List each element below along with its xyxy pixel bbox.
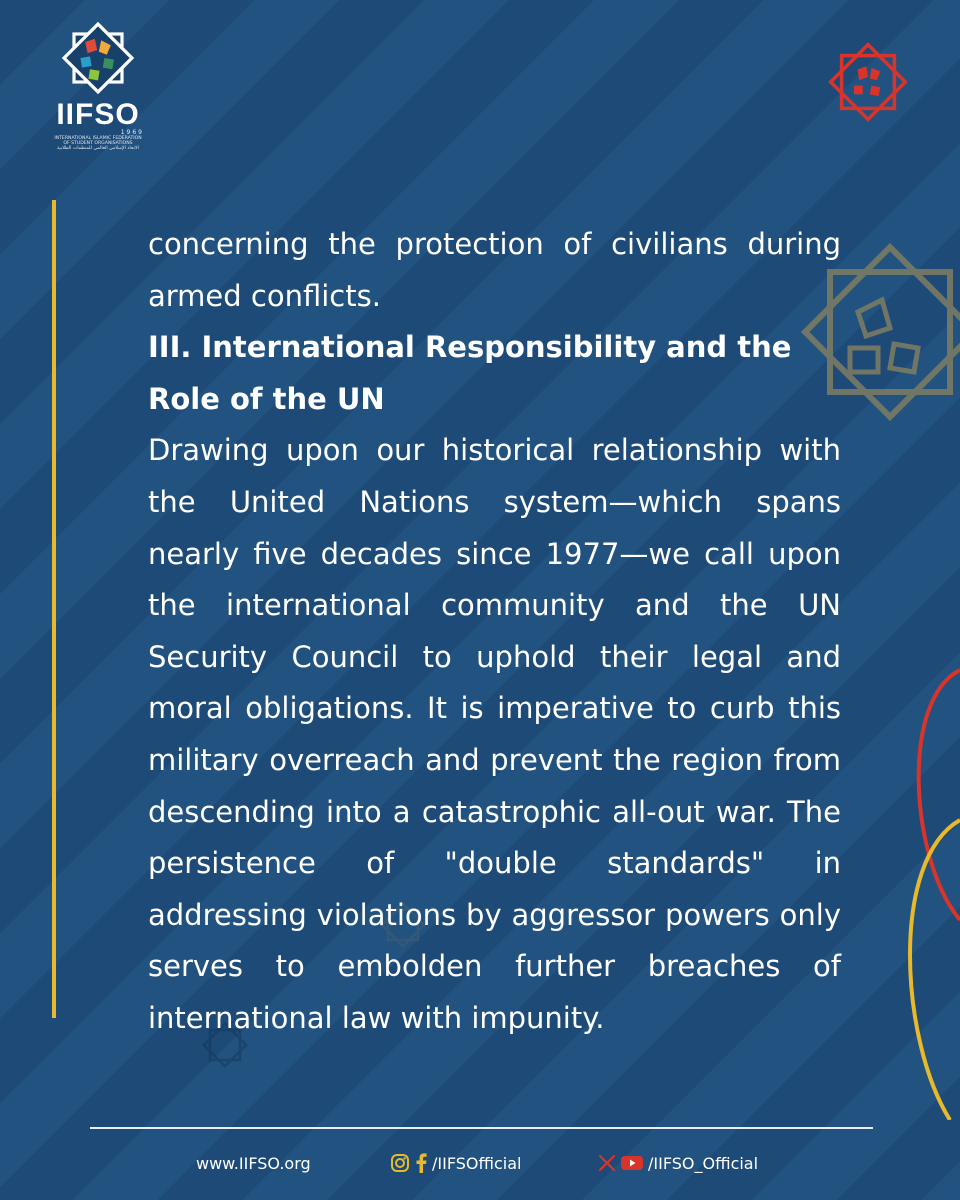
statement-body: [148, 219, 841, 1045]
website-text: www.IIFSO.org: [196, 1153, 311, 1173]
main-paragraph: Drawing upon our historical relationship with the United Nations system—which spans nearly five decades since 1977—we call upon the international community and the UN Security Council to uphold their legal and moral obligations. It is imperative to curb this military overreach and prevent the region from descending into a catastrophic all-out war. The persistence of "double standards" in addressing violations by aggressor powers only serves to embolden further breaches of international law with impunity.: [148, 433, 841, 1035]
brand-fullname-line2: OF STUDENT ORGANISATIONS: [63, 141, 133, 147]
instagram-icon: [390, 1153, 410, 1173]
footer: [0, 1150, 960, 1176]
decorative-arcs: [900, 660, 960, 1120]
youtube-icon: [620, 1154, 644, 1172]
footer-divider: [90, 1127, 873, 1129]
brand-fullname-line1: INTERNATIONAL ISLAMIC FEDERATION: [54, 136, 142, 141]
facebook-instagram-link[interactable]: [390, 1150, 521, 1176]
facebook-icon: [414, 1153, 428, 1173]
x-youtube-link[interactable]: [598, 1150, 758, 1176]
iifso-star-logo-icon: [58, 18, 138, 98]
website-link[interactable]: [196, 1150, 311, 1176]
accent-bar: [52, 200, 56, 1018]
facebook-instagram-handle: /IIFSOfficial: [432, 1153, 522, 1173]
x-icon: [598, 1154, 616, 1172]
intro-paragraph: concerning the protection of civilians during armed conflicts.: [148, 227, 841, 313]
brand-year: 1969: [120, 129, 144, 136]
corner-star-icon: [824, 38, 912, 126]
brand-fullname-arabic: الاتحاد الإسلامي العالمي للمنظمات الطلابية: [57, 146, 139, 152]
section-heading: III. International Responsibility and the Role of the UN: [148, 330, 792, 416]
brand-name: IIFSO: [56, 98, 140, 131]
iifso-logo: [52, 18, 144, 152]
x-youtube-handle: /IIFSO_Official: [648, 1153, 759, 1173]
